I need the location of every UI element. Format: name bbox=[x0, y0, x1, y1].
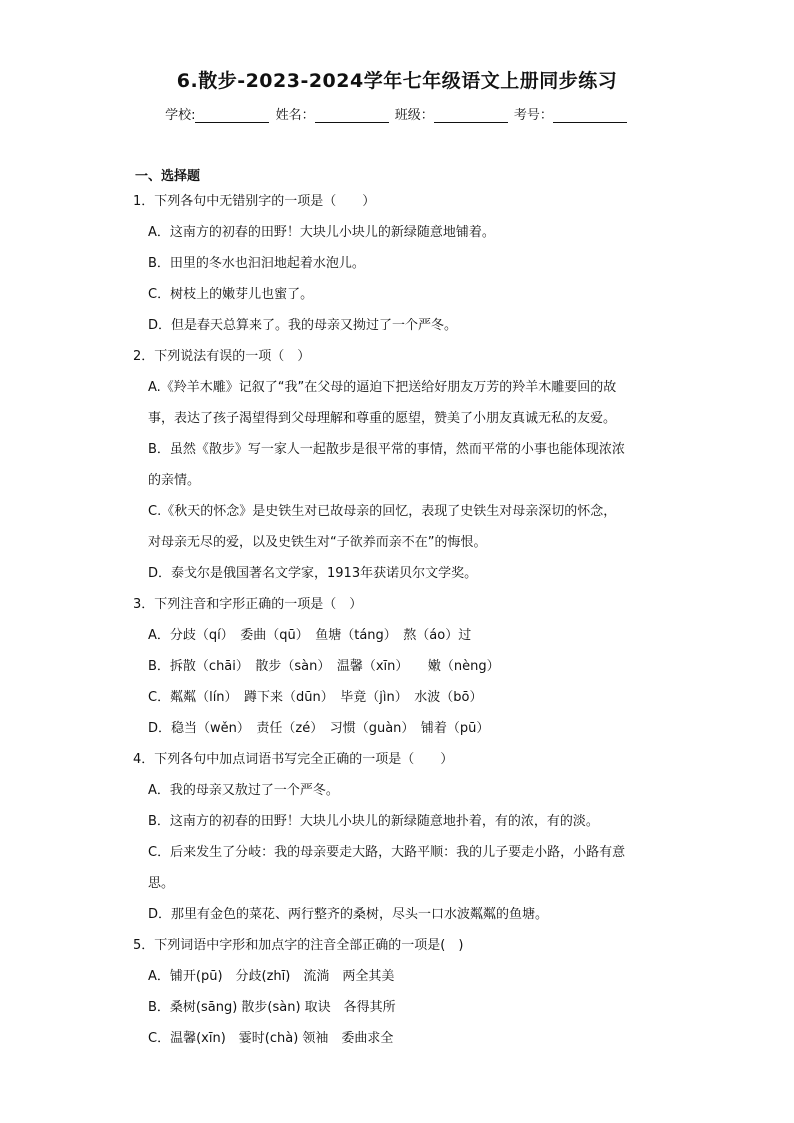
question-4-option-b: B．这南方的初春的田野！大块儿小块儿的新绿随意地扑着，有的浓，有的淡。 bbox=[148, 814, 599, 829]
class-label: 班级： bbox=[394, 108, 434, 123]
question-4-option-c-continued: 思。 bbox=[148, 876, 175, 891]
question-1-option-a: A．这南方的初春的田野！大块儿小块儿的新绿随意地铺着。 bbox=[148, 225, 495, 240]
question-3-option-c: C．粼粼（lín） 蹲下来（dūn） 毕竟（jìn） 水波（bō） bbox=[148, 690, 483, 705]
exam-number-blank bbox=[553, 109, 627, 123]
question-2-option-a: A.《羚羊木雕》记叙了“我”在父母的逼迫下把送给好朋友万芳的羚羊木雕要回的故 bbox=[148, 380, 617, 395]
exam-number-label: 考号： bbox=[513, 108, 553, 123]
question-5-option-c: C．温馨(xīn) 霎时(chà) 领袖 委曲求全 bbox=[148, 1031, 394, 1046]
question-1-option-b: B．田里的冬水也汩汩地起着水泡儿。 bbox=[148, 256, 365, 271]
question-5-stem: 5．下列词语中字形和加点字的注音全部正确的一项是( ) bbox=[133, 938, 464, 953]
class-blank bbox=[434, 109, 508, 123]
question-5-option-a: A．铺开(pū) 分歧(zhī) 流淌 两全其美 bbox=[148, 969, 395, 984]
question-4-option-d: D．那里有金色的菜花、两行整齐的桑树，尽头一口水波粼粼的鱼塘。 bbox=[148, 907, 549, 922]
name-field bbox=[276, 104, 391, 123]
page-title: 6.散步-2023-2024学年七年级语文上册同步练习 bbox=[176, 70, 618, 92]
question-1-stem: 1．下列各句中无错别字的一项是（ ） bbox=[133, 194, 376, 209]
question-1-option-c: C．树枝上的嫩芽儿也蜜了。 bbox=[148, 287, 314, 302]
question-2-stem: 2．下列说法有误的一项（ ） bbox=[133, 349, 311, 364]
school-field bbox=[165, 104, 271, 123]
name-blank bbox=[315, 109, 389, 123]
question-3-option-a: A．分歧（qí） 委曲（qū） 鱼塘（táng） 熬（áo）过 bbox=[148, 628, 472, 643]
question-3-option-d: D．稳当（wěn） 责任（zé） 习惯（guàn） 铺着（pū） bbox=[148, 721, 490, 736]
question-list bbox=[133, 186, 673, 1054]
question-3-stem: 3．下列注音和字形正确的一项是（ ） bbox=[133, 597, 363, 612]
school-blank bbox=[195, 109, 269, 123]
exam-number-field bbox=[514, 104, 629, 123]
question-2-option-d: D．泰戈尔是俄国著名文学家，1913年获诺贝尔文学奖。 bbox=[148, 566, 478, 581]
school-label: 学校: bbox=[165, 108, 196, 123]
question-2-option-b: B．虽然《散步》写一家人一起散步是很平常的事情，然而平常的小事也能体现浓浓 bbox=[148, 442, 625, 457]
question-2-option-c-continued: 对母亲无尽的爱，以及史铁生对“子欲养而亲不在”的悔恨。 bbox=[148, 535, 487, 550]
class-field bbox=[395, 104, 510, 123]
question-5-option-b: B．桑树(sāng) 散步(sàn) 取诀 各得其所 bbox=[148, 1000, 396, 1015]
section-heading: 一、选择题 bbox=[135, 169, 201, 184]
question-2-option-b-continued: 的亲情。 bbox=[148, 473, 201, 488]
question-1-option-d: D．但是春天总算来了。我的母亲又拗过了一个严冬。 bbox=[148, 318, 458, 333]
question-2-option-a-continued: 事，表达了孩子渴望得到父母理解和尊重的愿望，赞美了小朋友真诚无私的友爱。 bbox=[148, 411, 617, 426]
student-info-row bbox=[0, 104, 794, 123]
question-3-option-b: B．拆散（chāi） 散步（sàn） 温馨（xīn） 嫩（nèng） bbox=[148, 659, 500, 674]
question-4-option-a: A．我的母亲又敖过了一个严冬。 bbox=[148, 783, 339, 798]
name-label: 姓名： bbox=[275, 108, 315, 123]
question-4-stem: 4．下列各句中加点词语书写完全正确的一项是（ ） bbox=[133, 752, 454, 767]
question-4-option-c: C．后来发生了分岐：我的母亲要走大路，大路平顺：我的儿子要走小路，小路有意 bbox=[148, 845, 626, 860]
question-2-option-c: C.《秋天的怀念》是史铁生对已故母亲的回忆，表现了史铁生对母亲深切的怀念， bbox=[148, 504, 617, 519]
